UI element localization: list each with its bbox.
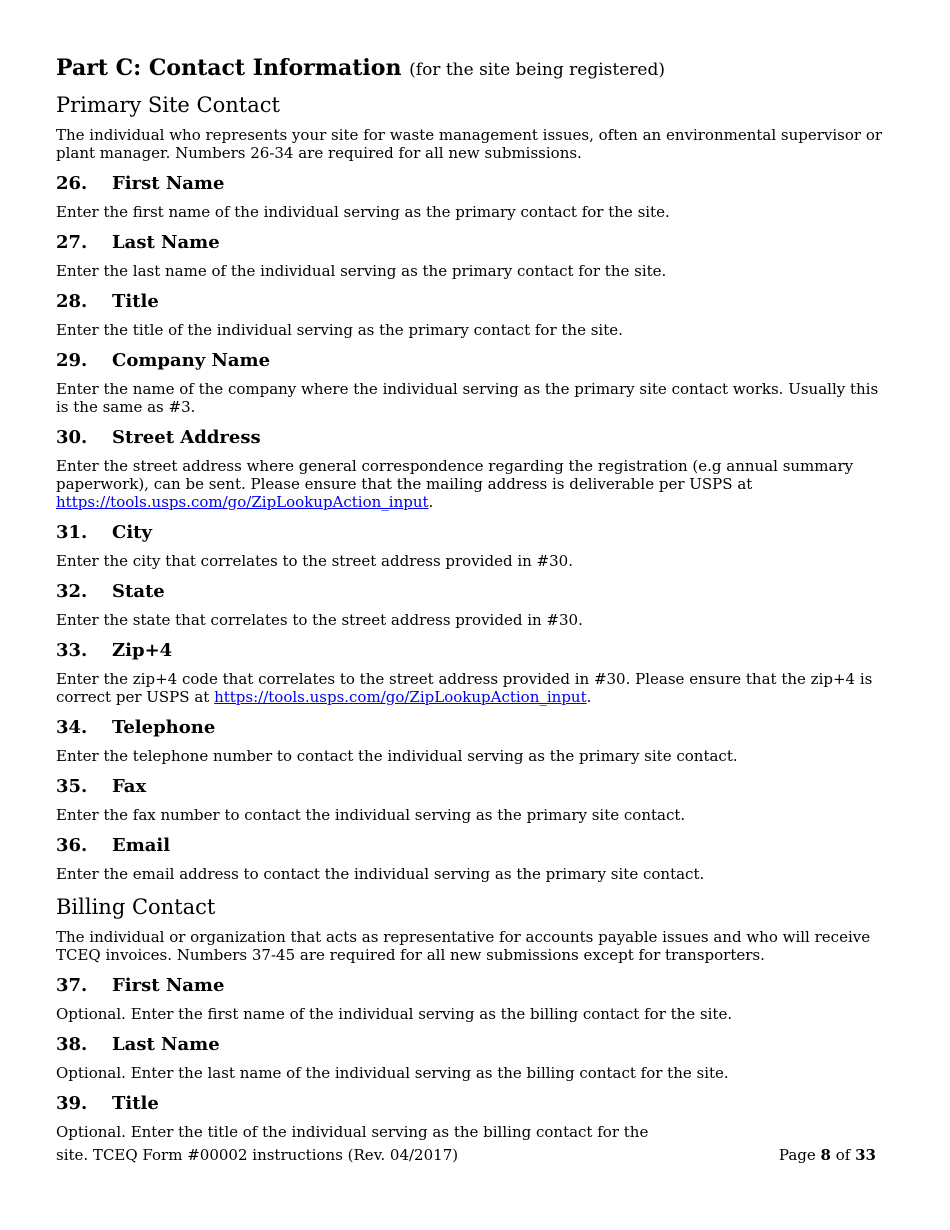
item-description: Optional. Enter the title of the individual serving as the billing contact for the xyxy=(56,1123,649,1141)
item-description: Optional. Enter the first name of the individual serving as the billing contact for the site. xyxy=(56,1005,733,1023)
primary-contact-intro: The individual who represents your site for waste management issues, often an environmental supervisor or plant manager. Numbers 26-34 are required for all new submissions. xyxy=(56,126,883,162)
item-heading xyxy=(56,717,886,739)
item-number: 33. xyxy=(56,640,88,661)
item-heading xyxy=(56,581,886,603)
item-number: 28. xyxy=(56,291,88,312)
item-heading xyxy=(56,232,886,254)
item-description: Enter the telephone number to contact the individual serving as the primary site contact. xyxy=(56,747,738,765)
item-label: Email xyxy=(112,835,171,856)
item-label: Last Name xyxy=(112,1034,220,1055)
item-description: Enter the city that correlates to the street address provided in #30. xyxy=(56,552,573,570)
item-label: City xyxy=(112,522,152,543)
item-number: 29. xyxy=(56,350,88,371)
item-description: Enter the name of the company where the individual serving as the primary site contact works. Usually this is the same as #3. xyxy=(56,380,879,416)
item-heading xyxy=(56,173,886,195)
item-heading xyxy=(56,350,886,372)
item-label: Fax xyxy=(112,776,147,797)
item-heading xyxy=(56,1093,886,1115)
page-footer xyxy=(56,1145,876,1165)
billing-contact-heading: Billing Contact xyxy=(56,895,216,919)
primary-contact-heading: Primary Site Contact xyxy=(56,93,280,117)
item-description: Enter the last name of the individual serving as the primary contact for the site. xyxy=(56,262,667,280)
footer-form-info: site. TCEQ Form #00002 instructions (Rev. 04/2017) xyxy=(56,1146,459,1164)
item-number: 30. xyxy=(56,427,88,448)
item-heading xyxy=(56,522,886,544)
item-label: State xyxy=(112,581,165,602)
item-number: 39. xyxy=(56,1093,88,1114)
item-heading xyxy=(56,776,886,798)
item-description: Enter the state that correlates to the street address provided in #30. xyxy=(56,611,583,629)
item-description: Enter the title of the individual serving as the primary contact for the site. xyxy=(56,321,623,339)
item-description: Enter the fax number to contact the individual serving as the primary site contact. xyxy=(56,806,686,824)
item-heading xyxy=(56,640,886,662)
item-heading xyxy=(56,291,886,313)
item-number: 26. xyxy=(56,173,88,194)
part-title: Part C: Contact Information xyxy=(56,55,402,81)
item-label: Company Name xyxy=(112,350,271,371)
item-label: Title xyxy=(112,291,159,312)
item-label: Zip+4 xyxy=(112,640,173,661)
item-number: 36. xyxy=(56,835,88,856)
item-number: 32. xyxy=(56,581,88,602)
item-label: Last Name xyxy=(112,232,220,253)
usps-zip-lookup-link[interactable]: https://tools.usps.com/go/ZipLookupAction_input xyxy=(56,493,429,511)
item-description: Enter the street address where general correspondence regarding the registration (e.g annual summary paperwork), can be sent. Please ensure that the mailing address is deliverable per USPS at https://tools.usps.com/go/ZipLookupAction_input. xyxy=(56,457,854,511)
item-label: First Name xyxy=(112,173,225,194)
item-label: Street Address xyxy=(112,427,261,448)
item-label: First Name xyxy=(112,975,225,996)
primary-contact-items xyxy=(56,173,886,883)
item-number: 38. xyxy=(56,1034,88,1055)
item-heading xyxy=(56,1034,886,1056)
usps-zip-lookup-link[interactable]: https://tools.usps.com/go/ZipLookupAction_input xyxy=(214,688,587,706)
item-description: Enter the first name of the individual serving as the primary contact for the site. xyxy=(56,203,670,221)
item-number: 27. xyxy=(56,232,88,253)
part-subtitle: (for the site being registered) xyxy=(409,60,665,80)
item-number: 31. xyxy=(56,522,88,543)
item-description: Enter the email address to contact the individual serving as the primary site contact. xyxy=(56,865,705,883)
item-number: 37. xyxy=(56,975,88,996)
part-heading xyxy=(56,52,886,86)
billing-contact-items xyxy=(56,975,886,1141)
item-heading xyxy=(56,427,886,449)
item-number: 35. xyxy=(56,776,88,797)
item-heading xyxy=(56,975,886,997)
document-page xyxy=(56,52,886,1141)
item-number: 34. xyxy=(56,717,88,738)
item-description: Enter the zip+4 code that correlates to the street address provided in #30. Please ensure that the zip+4 is correct per USPS at https://tools.usps.com/go/ZipLookupAction_input. xyxy=(56,670,873,706)
billing-contact-intro: The individual or organization that acts as representative for accounts payable issues and who will receive TCEQ invoices. Numbers 37-45 are required for all new submissions except for transporters. xyxy=(56,928,871,964)
item-label: Title xyxy=(112,1093,159,1114)
page-number: Page 8 of 33 xyxy=(778,1146,876,1164)
item-heading xyxy=(56,835,886,857)
item-description: Optional. Enter the last name of the individual serving as the billing contact for the site. xyxy=(56,1064,729,1082)
item-label: Telephone xyxy=(112,717,216,738)
